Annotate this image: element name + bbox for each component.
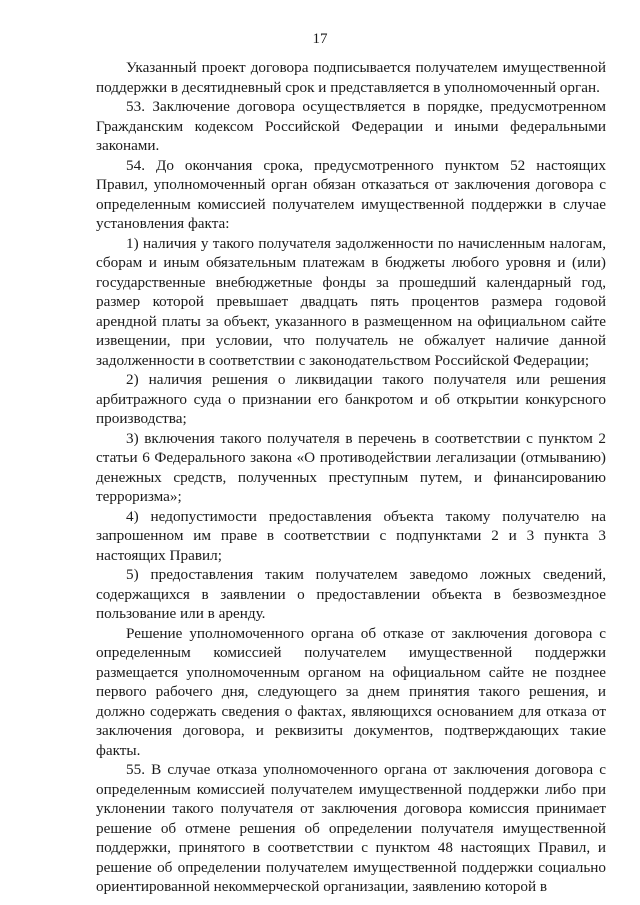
paragraph-54-item-1: 1) наличия у такого получателя задолженности по начисленным налогам, сборам и иным обязательным платежам в бюджеты любого уровня и (или) государственные внебюджетные фонды за прошедший календарный год, размер которой превышает двадцать пять процентов размера годовой арендной платы за объект, указанного в размещенном на официальном сайте извещении, при условии, что получатель не обжалует наличие данной задолженности в соответствии с законодательством Российской Федерации; xyxy=(96,234,606,369)
paragraph-54-item-5: 5) предоставления таким получателем заведомо ложных сведений, содержащихся в заявлении о предоставлении объекта в безвозмездное пользование или в аренду. xyxy=(96,566,606,622)
paragraph-54: 54. До окончания срока, предусмотренного пунктом 52 настоящих Правил, уполномоченный орган обязан отказаться от заключения договора с определенным комиссией получателем имущественной поддержки в случае установления факта: xyxy=(96,156,606,232)
paragraph-refusal-decision: Решение уполномоченного органа об отказе от заключения договора с определенным комиссией получателем имущественной поддержки размещается уполномоченным органом на официальном сайте не позднее первого рабочего дня, следующего за днем принятия такого решения, и должно содержать сведения о фактах, являющихся основанием для отказа от заключения договора, и реквизиты документов, подтверждающих такие факты. xyxy=(96,624,606,759)
paragraph-contract-signing: Указанный проект договора подписывается получателем имущественной поддержки в десятидневный срок и представляется в уполномоченный орган. xyxy=(96,59,606,96)
paragraph-54-item-2: 2) наличия решения о ликвидации такого получателя или решения арбитражного суда о признании его банкротом и об открытии конкурсного производства; xyxy=(96,371,606,427)
paragraph-55: 55. В случае отказа уполномоченного органа от заключения договора с определенным комиссией получателем имущественной поддержки либо при уклонении такого получателя от заключения договора комиссия принимает решение об отмене решения об определении получателя имущественной поддержки, принятого в соответствии с пунктом 48 настоящих Правил, и решение об определении получателем имущественной поддержки социально ориентированной некоммерческой организации, заявлению которой в xyxy=(96,761,606,895)
paragraph-53: 53. Заключение договора осуществляется в порядке, предусмотренном Гражданским кодексом Российской Федерации и иными федеральными законами. xyxy=(96,98,606,154)
paragraph-54-item-3: 3) включения такого получателя в перечень в соответствии с пунктом 2 статьи 6 Федерального закона «О противодействии легализации (отмыванию) денежных средств, полученных преступным путем, и финансированию терроризма»; xyxy=(96,429,606,505)
document-body xyxy=(96,58,606,897)
paragraph-54-item-4: 4) недопустимости предоставления объекта такому получателю на запрошенном им праве в соответствии с подпунктами 2 и 3 пункта 3 настоящих Правил; xyxy=(96,507,606,564)
page-number: 17 xyxy=(312,31,328,47)
